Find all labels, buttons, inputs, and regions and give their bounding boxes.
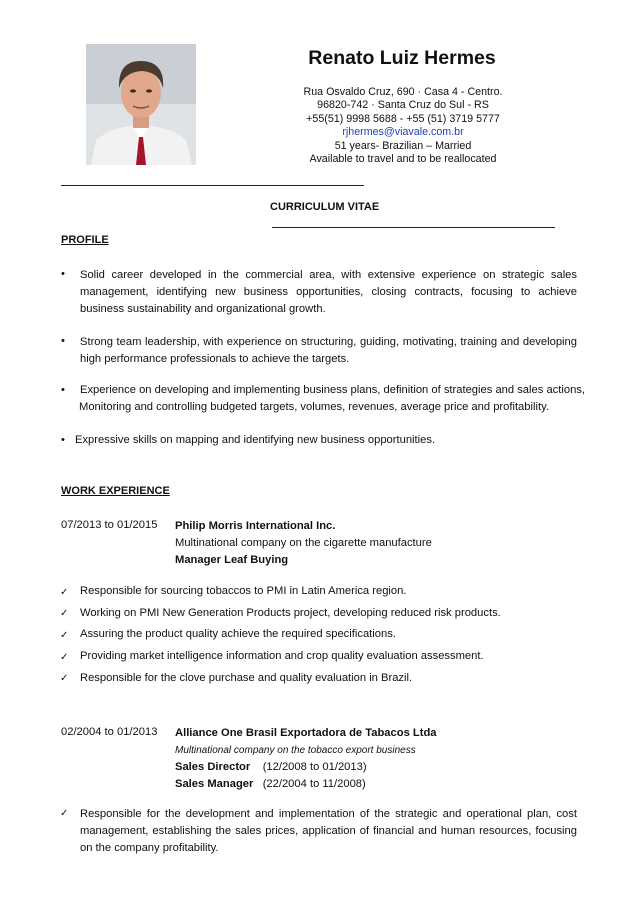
job-role: Sales Director (175, 761, 251, 773)
job-details (175, 518, 432, 569)
role-period: (12/2008 to 01/2013) (262, 761, 367, 773)
role-line (175, 759, 437, 776)
job-item: Responsible for the development and implementation of the strategic and operational plan, cost management, establishing the sales prices, application of financial and human resources, focusing on the company profitability. (80, 808, 577, 854)
profile-item: Expressive skills on mapping and identifying new business opportunities. (75, 434, 436, 446)
job-item: Responsible for sourcing tobaccos to PMI in Latin America region. (80, 585, 407, 597)
phone-numbers: +55(51) 9998 5688 - +55 (51) 3719 5777 (306, 112, 500, 125)
check-icon: ✓ (60, 587, 69, 598)
job-period: 02/2004 to 01/2013 (61, 726, 158, 738)
candidate-name: Renato Luiz Hermes (308, 47, 496, 69)
profile-item: Solid career developed in the commercial area, with extensive experience on strategic sales management, identifying new business opportunities, closing contracts, focusing to achieve business sustainability and organizational growth. (80, 269, 577, 315)
work-heading: WORK EXPERIENCE (61, 485, 170, 497)
job-item: Providing market intelligence information and crop quality evaluation assessment. (80, 650, 484, 662)
check-icon: ✓ (60, 673, 69, 684)
divider (61, 185, 364, 186)
job-item: Working on PMI New Generation Products project, developing reduced risk products. (80, 607, 501, 619)
profile-item: Strong team leadership, with experience on structuring, guiding, motivating, training and developing high performance professionals to achieve the targets. (80, 336, 577, 365)
job-details (175, 725, 437, 793)
check-icon: ✓ (60, 630, 69, 641)
company-name: Philip Morris International Inc. (175, 520, 336, 532)
company-name: Alliance One Brasil Exportadora de Tabacos Ltda (175, 727, 437, 739)
profile-heading: PROFILE (61, 234, 109, 246)
bullet-icon: • (61, 434, 65, 446)
check-icon: ✓ (60, 608, 69, 619)
email-link[interactable]: rjhermes@viavale.com.br (342, 126, 464, 139)
divider (272, 227, 555, 228)
personal-info: 51 years- Brazilian – Married (334, 139, 472, 152)
availability: Available to travel and to be reallocated (309, 153, 497, 166)
address-line-1: Rua Osvaldo Cruz, 690 · Casa 4 - Centro. (303, 86, 503, 98)
profile-photo (86, 44, 196, 165)
address-line-2: 96820-742 · Santa Cruz do Sul - RS (317, 99, 489, 112)
job-role: Manager Leaf Buying (175, 554, 289, 566)
profile-item: Experience on developing and implementing business plans, definition of strategies and sales actions, (80, 384, 585, 396)
job-item: Responsible for the clove purchase and quality evaluation in Brazil. (80, 672, 413, 684)
job-item: Assuring the product quality achieve the required specifications. (80, 628, 396, 640)
job-period: 07/2013 to 01/2015 (61, 519, 158, 531)
check-icon: ✓ (60, 652, 69, 663)
contact-block (250, 86, 556, 166)
company-description: Multinational company on the cigarette manufacture (175, 537, 432, 549)
document-title: CURRICULUM VITAE (270, 201, 380, 213)
bullet-icon: • (61, 268, 65, 280)
role-line (175, 776, 437, 793)
role-period: (22/2004 to 11/2008) (262, 778, 366, 790)
job-role: Sales Manager (175, 778, 254, 790)
company-description: Multinational company on the tobacco export business (175, 745, 416, 756)
bullet-icon: • (61, 384, 65, 396)
bullet-icon: • (61, 335, 65, 347)
check-icon: ✓ (60, 808, 69, 819)
profile-item: Monitoring and controlling budgeted targets, volumes, revenues, average price and profitability. (79, 401, 549, 413)
